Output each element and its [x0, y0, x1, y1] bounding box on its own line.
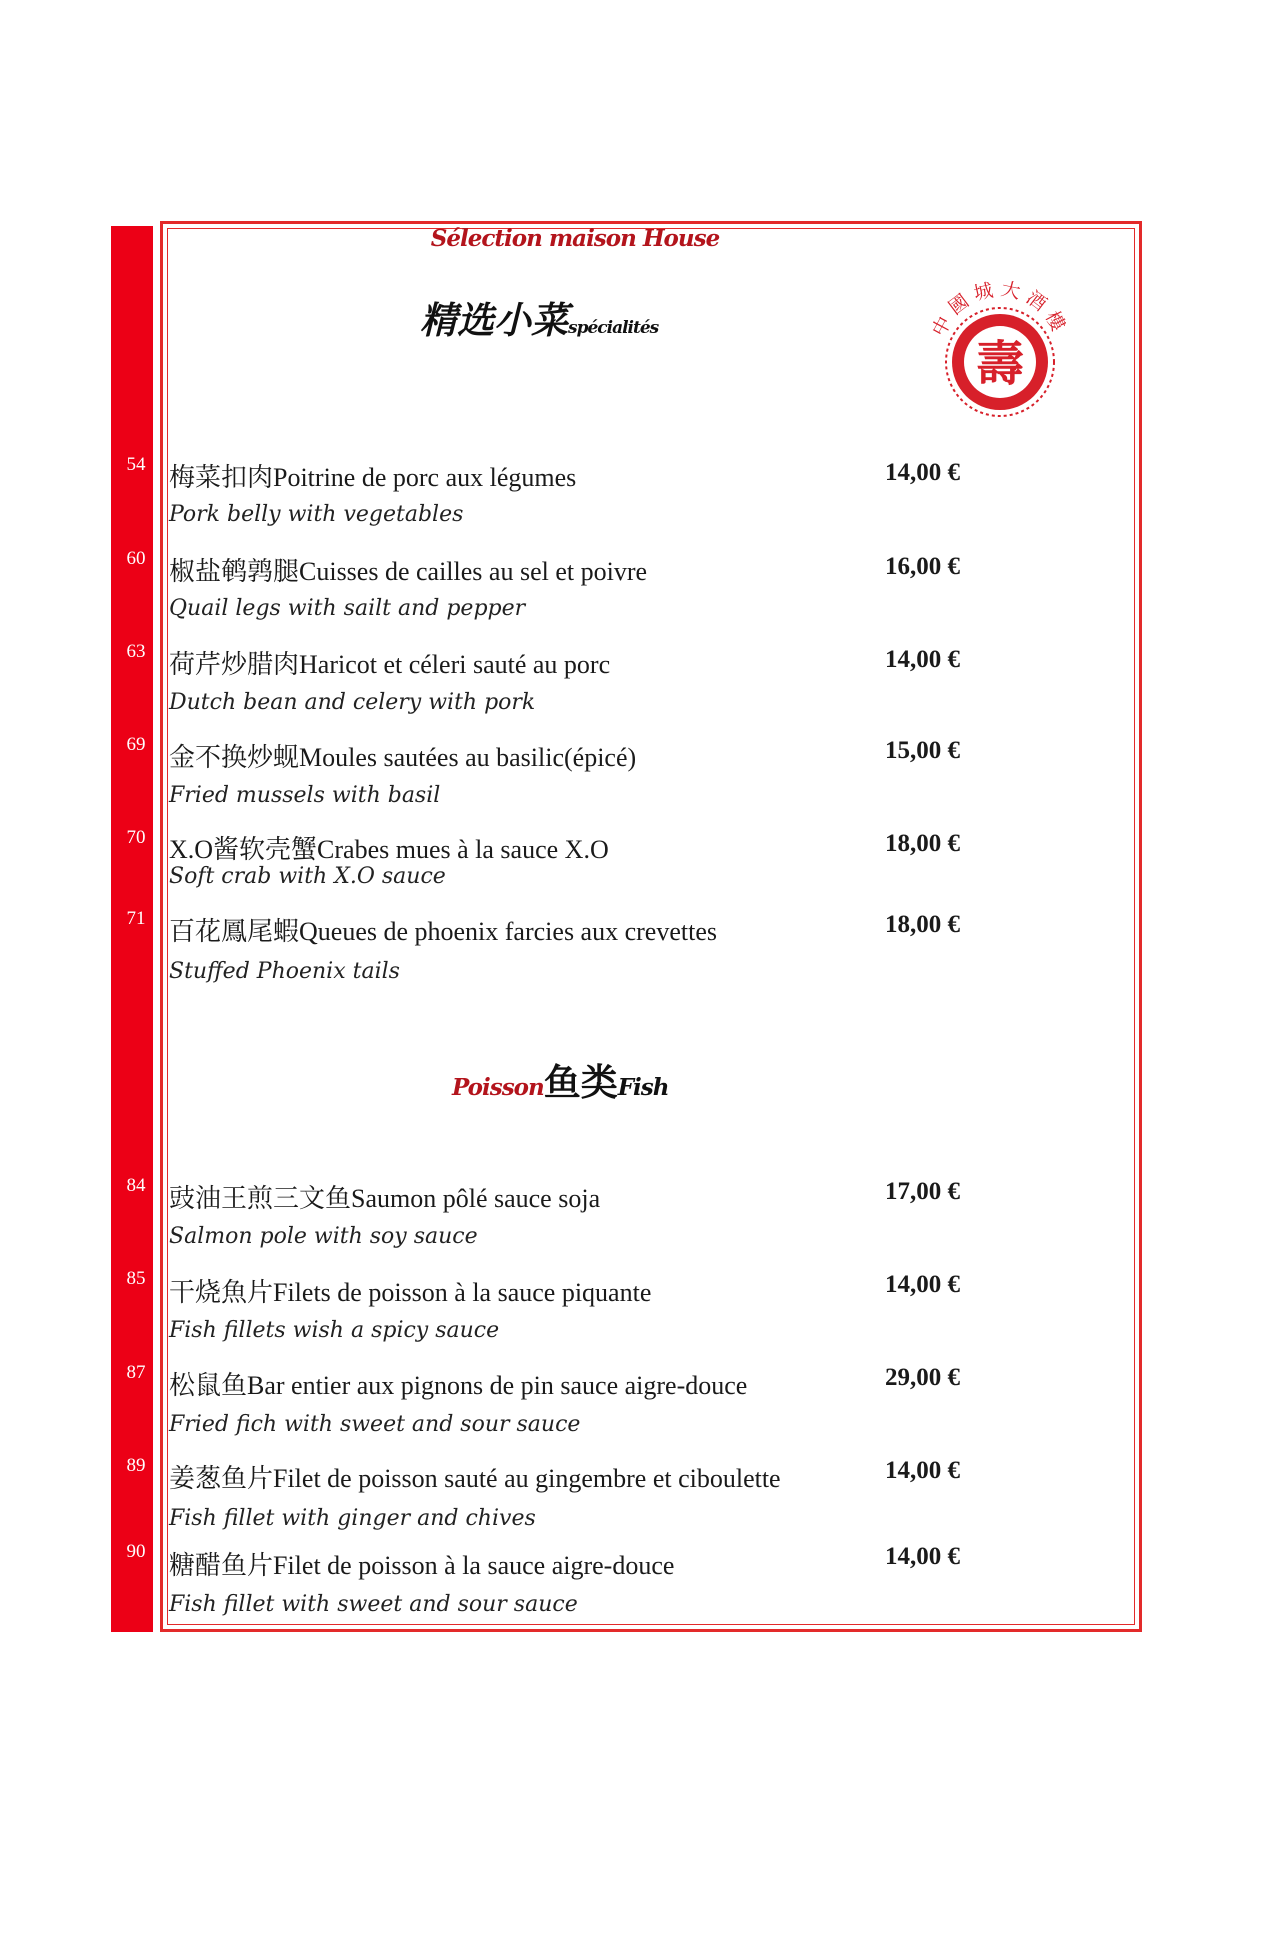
item-name-fr: 金不换炒蚬Moules sautées au basilic(épicé) [169, 743, 637, 772]
item-name-en: Salmon pole with soy sauce [169, 1224, 478, 1249]
selection-title: Sélection maison House [430, 225, 720, 252]
item-name-en: Fried fich with sweet and sour sauce [169, 1412, 581, 1437]
specialties-latin: spécialités [568, 318, 659, 338]
fish-section-title [452, 1052, 668, 1106]
item-name-fr: 干烧魚片Filets de poisson à la sauce piquante [169, 1278, 652, 1307]
item-name-en: Soft crab with X.O sauce [169, 864, 446, 889]
item-name-fr: 糖醋鱼片Filet de poisson à la sauce aigre-douce [169, 1551, 675, 1580]
restaurant-logo [920, 262, 1080, 422]
item-price: 18,00 € [885, 911, 960, 938]
item-number: 70 [126, 827, 146, 848]
logo-ring-text: 中國城大酒樓 [927, 278, 1073, 341]
item-number: 87 [126, 1362, 146, 1383]
fish-title-cn: 鱼类 [543, 1060, 618, 1104]
specialties-title [420, 290, 658, 344]
fish-title-fr: Poisson [452, 1074, 544, 1101]
item-name-en: Dutch bean and celery with pork [169, 690, 536, 715]
item-number: 63 [126, 641, 146, 662]
item-name-fr: 豉油王煎三文鱼Saumon pôlé sauce soja [169, 1184, 601, 1213]
item-name-en: Quail legs with sailt and pepper [169, 596, 526, 621]
item-number: 84 [126, 1175, 146, 1196]
item-price: 14,00 € [885, 1271, 960, 1298]
item-name-en: Fish fillet with sweet and sour sauce [169, 1592, 578, 1617]
item-price: 17,00 € [885, 1178, 960, 1205]
item-name-en: Pork belly with vegetables [169, 502, 464, 527]
item-price: 15,00 € [885, 737, 960, 764]
fish-title-en: Fish [617, 1074, 669, 1101]
item-number: 60 [126, 548, 146, 569]
item-name-fr: 姜葱鱼片Filet de poisson sauté au gingembre et ciboulette [169, 1464, 781, 1493]
item-price: 14,00 € [885, 1543, 960, 1570]
item-number: 71 [126, 908, 146, 929]
item-number: 69 [126, 734, 146, 755]
logo-center-text: 壽 [975, 336, 1025, 392]
item-name-fr: 梅菜扣肉Poitrine de porc aux légumes [169, 463, 577, 492]
item-price: 29,00 € [885, 1364, 960, 1391]
item-name-fr: X.O酱软壳蟹Crabes mues à la sauce X.O [169, 835, 609, 864]
item-number: 54 [126, 454, 146, 475]
item-price: 14,00 € [885, 646, 960, 673]
item-number: 89 [126, 1455, 146, 1476]
item-name-fr: 松鼠鱼Bar entier aux pignons de pin sauce aigre-douce [169, 1371, 748, 1400]
item-number: 90 [126, 1541, 146, 1562]
item-price: 14,00 € [885, 459, 960, 486]
item-name-fr: 百花鳳尾蝦Queues de phoenix farcies aux crevettes [169, 917, 717, 946]
specialties-cn: 精选小菜 [420, 298, 568, 342]
item-price: 16,00 € [885, 553, 960, 580]
item-name-en: Fried mussels with basil [169, 783, 441, 808]
item-name-fr: 椒盐鹌鹑腿Cuisses de cailles au sel et poivre [169, 557, 648, 586]
item-price: 18,00 € [885, 830, 960, 857]
item-price: 14,00 € [885, 1457, 960, 1484]
item-name-en: Fish fillet with ginger and chives [169, 1506, 536, 1531]
item-name-fr: 荷芹炒腊肉Haricot et céleri sauté au porc [169, 650, 611, 679]
item-name-en: Stuffed Phoenix tails [169, 959, 400, 984]
item-number: 85 [126, 1268, 146, 1289]
item-name-en: Fish fillets wish a spicy sauce [169, 1318, 500, 1343]
